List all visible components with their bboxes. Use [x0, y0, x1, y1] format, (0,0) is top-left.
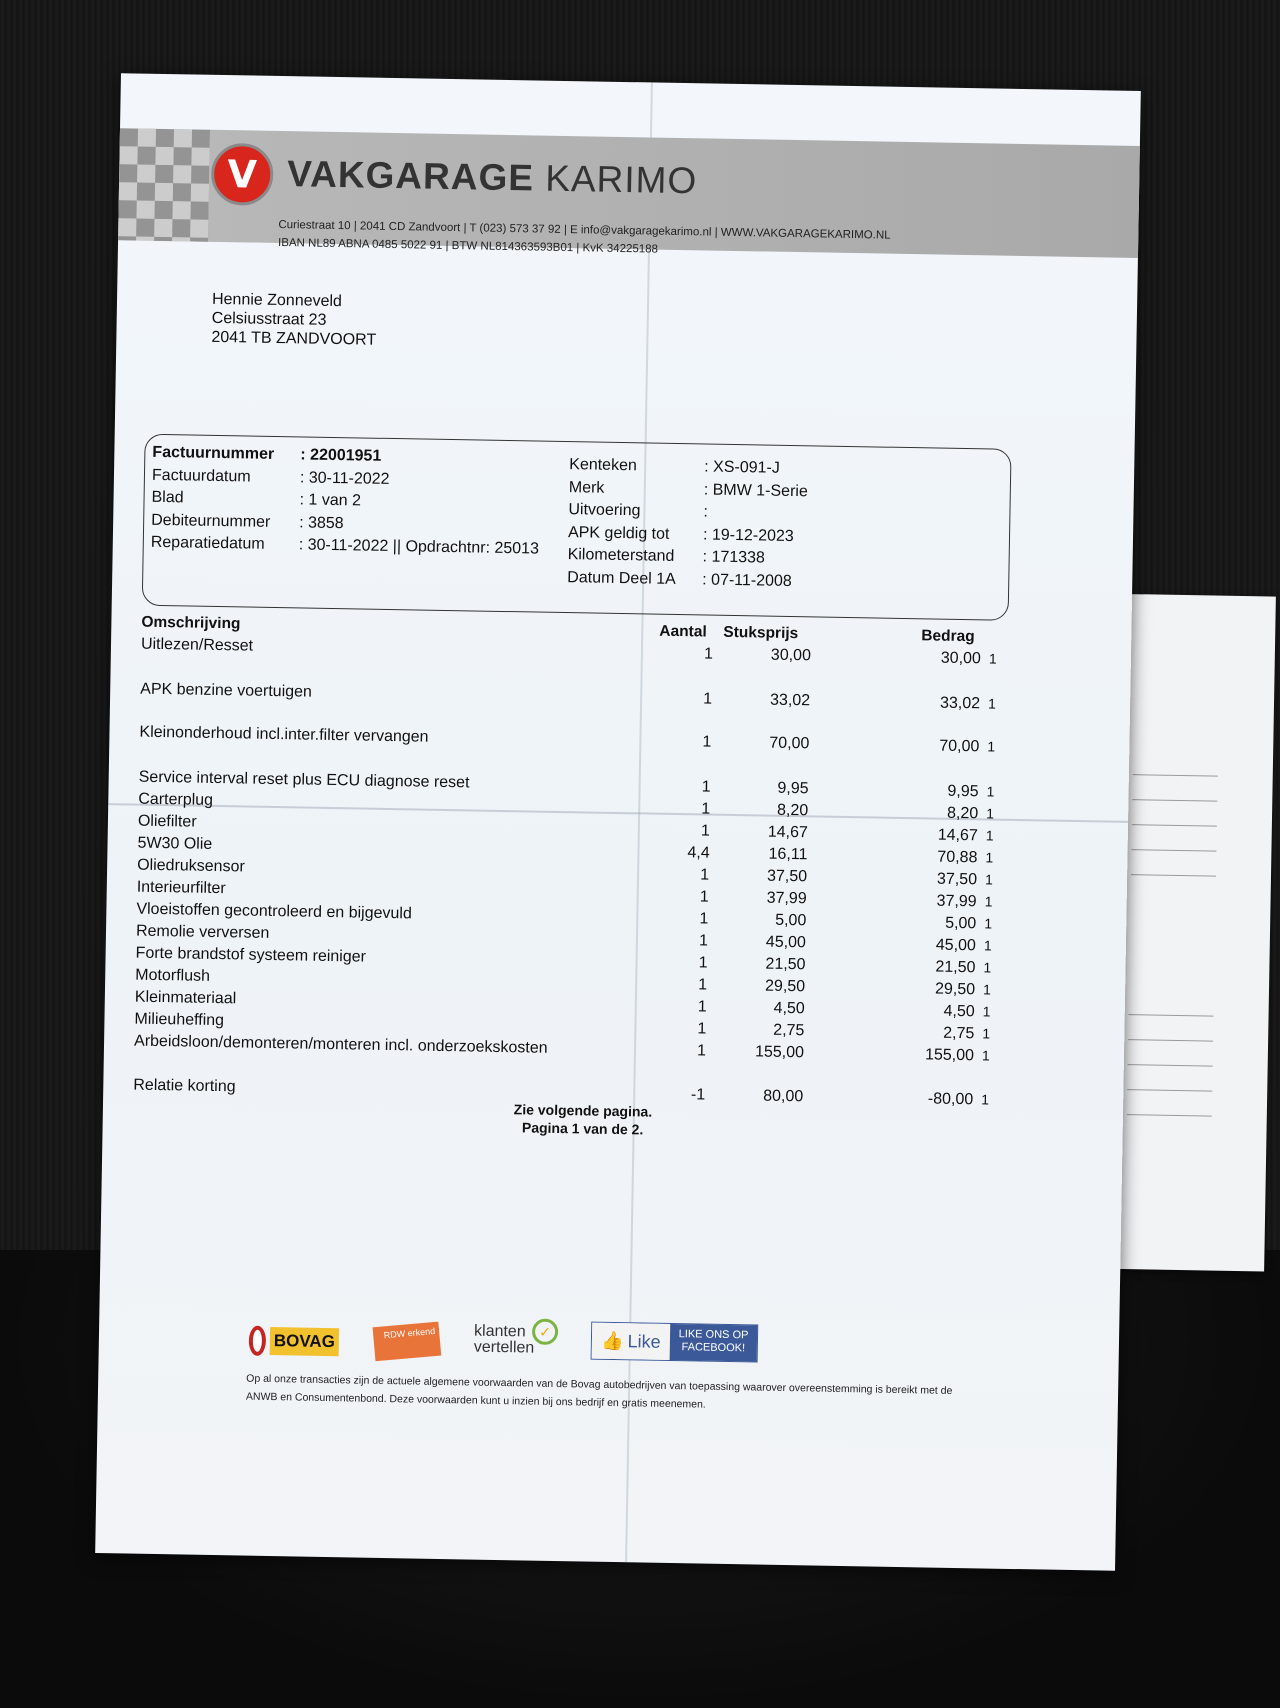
- detail-label: Kilometerstand: [567, 546, 675, 565]
- line-code: 1: [982, 1025, 991, 1042]
- line-code: 1: [984, 871, 993, 888]
- line-description: Carterplug: [138, 790, 214, 809]
- checkered-flag-pattern: [118, 128, 210, 242]
- line-description: Oliedruksensor: [137, 856, 245, 876]
- line-unit-price: 37,50: [766, 867, 808, 886]
- line-qty: 1: [698, 976, 708, 994]
- col-header-amount: Bedrag: [921, 627, 975, 646]
- line-code: 1: [988, 650, 997, 667]
- col-header-unit-price: Stuksprijs: [723, 623, 799, 643]
- line-code: 1: [985, 827, 994, 844]
- line-code: 1: [982, 981, 992, 998]
- line-unit-price: 70,00: [769, 734, 810, 753]
- line-unit-price: 5,00: [775, 911, 807, 930]
- line-description: Vloeistoffen gecontroleerd en bijgevuld: [136, 900, 412, 923]
- line-amount: 8,20: [946, 804, 979, 823]
- thumbs-up-icon: 👍: [601, 1330, 624, 1351]
- line-amount: 70,00: [939, 737, 980, 756]
- detail-value: : 1 van 2: [299, 491, 362, 510]
- line-amount: 33,02: [939, 694, 981, 713]
- line-unit-price: 30,00: [770, 646, 812, 665]
- detail-label: APK geldig tot: [567, 523, 670, 543]
- col-header-description: Omschrijving: [141, 613, 241, 633]
- detail-label: Merk: [568, 478, 605, 497]
- invoice-page: [95, 73, 1141, 1571]
- detail-value: : 22001951: [300, 446, 382, 465]
- detail-value: : 171338: [702, 548, 766, 567]
- detail-value: : 07-11-2008: [702, 570, 792, 590]
- line-qty: 1: [696, 1042, 707, 1060]
- line-description: 5W30 Olie: [137, 834, 213, 853]
- detail-value: : 19-12-2023: [702, 525, 794, 545]
- line-amount: -80,00: [927, 1090, 974, 1109]
- detail-value: : 30-11-2022: [299, 468, 390, 488]
- line-unit-price: 2,75: [773, 1021, 805, 1040]
- klanten-vertellen-logo: klanten vertellen ✓: [474, 1324, 535, 1357]
- line-code: 1: [986, 805, 995, 822]
- line-code: 1: [984, 915, 993, 932]
- line-qty: 4,4: [687, 844, 710, 862]
- line-unit-price: 4,50: [773, 999, 805, 1018]
- line-description: Oliefilter: [137, 812, 197, 831]
- detail-label: Factuurdatum: [151, 466, 251, 486]
- line-code: 1: [984, 893, 993, 910]
- company-contact: Curiestraat 10 | 2041 CD Zandvoort | T (023) 573 37 92 | E info@vakgaragekarimo.nl | WWW.VAKGARAGEKARIMO.NL IBAN NL89 ABNA 0485 5022 91 | BTW NL814363593B01 | KvK 34225188: [277, 218, 891, 256]
- line-code: 1: [982, 1003, 991, 1020]
- line-qty: 1: [700, 822, 711, 840]
- line-qty: 1: [703, 645, 714, 663]
- line-description: Forte brandstof systeem reiniger: [135, 944, 367, 966]
- detail-label: Factuurnummer: [152, 443, 275, 463]
- line-qty: 1: [702, 733, 712, 751]
- line-description: Arbeidsloon/demonteren/monteren incl. onderzoekskosten: [133, 1032, 548, 1057]
- table-row: [111, 635, 1131, 673]
- line-qty: 1: [698, 954, 708, 972]
- customer-address: [211, 290, 377, 350]
- line-description: Motorflush: [135, 966, 211, 985]
- detail-value: :: [703, 503, 709, 521]
- table-row: [109, 723, 1129, 761]
- line-code: 1: [985, 849, 994, 866]
- line-description: Relatie korting: [133, 1076, 236, 1096]
- line-qty: 1: [700, 866, 710, 884]
- line-unit-price: 45,00: [765, 933, 807, 952]
- line-code: 1: [981, 1091, 990, 1108]
- line-amount: 4,50: [943, 1002, 975, 1021]
- line-amount: 70,88: [937, 848, 978, 867]
- detail-label: Reparatiedatum: [150, 533, 265, 553]
- rdw-logo: RDW erkend: [373, 1322, 442, 1362]
- line-amount: 45,00: [935, 936, 977, 955]
- checkmark-icon: ✓: [532, 1319, 558, 1345]
- line-amount: 2,75: [943, 1024, 975, 1043]
- line-unit-price: 8,20: [776, 801, 809, 820]
- detail-value: : 3858: [299, 513, 344, 532]
- pagination-note: Zie volgende pagina. Pagina 1 van de 2.: [513, 1101, 653, 1138]
- detail-value: : 30-11-2022 || Opdrachtnr: 25013: [298, 536, 540, 558]
- line-amount: 29,50: [934, 980, 976, 999]
- line-amount: 37,99: [936, 892, 977, 911]
- line-description: Interieurfilter: [136, 878, 226, 898]
- line-unit-price: 9,95: [777, 779, 809, 798]
- line-amount: 5,00: [944, 914, 977, 933]
- line-unit-price: 33,02: [769, 691, 811, 710]
- line-description: Kleinmateriaal: [134, 988, 237, 1008]
- line-unit-price: 155,00: [754, 1043, 805, 1062]
- line-amount: 14,67: [937, 826, 978, 845]
- line-qty: 1: [699, 888, 709, 906]
- detail-label: Uitvoering: [568, 501, 641, 520]
- facebook-like-badge: 👍 Like LIKE ONS OP FACEBOOK!: [591, 1322, 759, 1363]
- line-description: Service interval reset plus ECU diagnose reset: [138, 768, 470, 792]
- line-unit-price: 29,50: [764, 977, 806, 996]
- line-amount: 37,50: [936, 870, 978, 889]
- bovag-ring-icon: [249, 1326, 266, 1356]
- bovag-logo: BOVAG: [249, 1324, 340, 1360]
- line-code: 1: [986, 783, 995, 800]
- line-code: 1: [983, 959, 992, 976]
- line-amount: 21,50: [935, 958, 976, 977]
- detail-label: Debiteurnummer: [151, 511, 271, 531]
- customer-name: Hennie Zonneveld: [211, 290, 343, 311]
- line-qty: 1: [697, 998, 707, 1016]
- detail-value: : XS-091-J: [704, 458, 780, 477]
- col-header-qty: Aantal: [659, 622, 707, 641]
- customer-city: 2041 TB ZANDVOORT: [211, 328, 377, 349]
- line-unit-price: 14,67: [767, 823, 808, 842]
- detail-label: Datum Deel 1A: [567, 568, 676, 588]
- detail-label: Kenteken: [569, 456, 637, 475]
- vakgarage-logo-icon: V: [211, 143, 274, 206]
- line-qty: 1: [698, 932, 709, 950]
- line-qty: 1: [697, 1020, 707, 1038]
- line-qty: 1: [701, 800, 711, 818]
- line-amount: 30,00: [940, 649, 982, 668]
- customer-street: Celsiusstraat 23: [211, 309, 327, 329]
- line-qty: 1: [699, 910, 709, 928]
- line-code: 1: [983, 937, 992, 954]
- line-qty: -1: [690, 1086, 706, 1104]
- detail-value: : BMW 1-Serie: [703, 480, 808, 500]
- company-brand: VAKGARAGE KARIMO: [286, 153, 698, 202]
- line-unit-price: 21,50: [765, 955, 806, 974]
- line-amount: 155,00: [924, 1046, 975, 1065]
- line-description: APK benzine voertuigen: [140, 680, 313, 701]
- line-unit-price: 37,99: [766, 889, 807, 908]
- line-description: Uitlezen/Resset: [140, 635, 254, 655]
- line-qty: 1: [703, 690, 713, 708]
- line-code: 1: [987, 695, 997, 712]
- detail-label: Blad: [151, 488, 184, 507]
- legal-terms: Op al onze transacties zijn de actuele algemene voorwaarden van de Bovag autobedrijven van toepassing waarover overeenstemming is bereikt met de ANWB en Consumentenbond. Deze voorwaarden kunt u inzien bij ons bedrijf en gratis meenemen.: [245, 1372, 953, 1411]
- line-code: 1: [981, 1047, 990, 1064]
- line-description: Milieuheffing: [134, 1010, 225, 1030]
- line-code: 1: [987, 738, 996, 755]
- line-description: Kleinonderhoud incl.inter.filter vervangen: [139, 723, 429, 746]
- line-unit-price: 16,11: [768, 845, 808, 864]
- line-unit-price: 80,00: [763, 1087, 804, 1106]
- line-qty: 1: [701, 778, 711, 796]
- line-amount: 9,95: [947, 782, 979, 801]
- line-description: Remolie verversen: [135, 922, 270, 942]
- table-row: [110, 680, 1130, 718]
